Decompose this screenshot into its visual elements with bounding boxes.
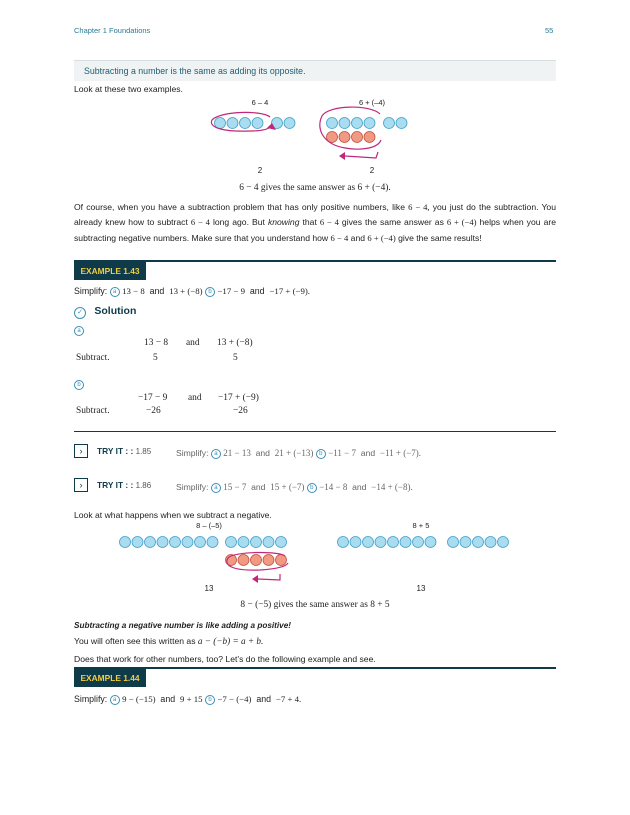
solution-a-result1: 5	[153, 353, 158, 363]
blue-counter	[327, 118, 338, 129]
check-icon: ✓	[74, 307, 86, 319]
blue-counter	[276, 537, 287, 548]
key-idea-text: Subtracting a number is the same as adding its opposite.	[84, 66, 306, 76]
solution-heading: ✓ Solution	[74, 305, 136, 319]
key-idea-box	[74, 60, 556, 81]
solution-b-and: and	[188, 393, 202, 403]
blue-counter	[251, 537, 262, 548]
blue-counter	[284, 118, 295, 129]
arrow-head	[339, 152, 345, 160]
example-divider	[74, 667, 556, 669]
blue-counter	[240, 118, 251, 129]
blue-counter	[460, 537, 471, 548]
arrow-tail	[258, 574, 280, 580]
blue-counter	[396, 118, 407, 129]
blue-counter	[413, 537, 424, 548]
counters-figure-2	[110, 518, 550, 596]
red-counter	[352, 132, 363, 143]
solution-a-and: and	[186, 338, 200, 348]
question-text: Does that work for other numbers, too? Let’s do the following example and see.	[74, 654, 376, 664]
blue-counter	[145, 537, 156, 548]
counters-figure-1	[200, 92, 430, 178]
tip-text: Subtracting a negative number is like adding a positive!	[74, 621, 292, 630]
part-a-marker: a	[110, 287, 120, 297]
fig2-right-result: 13	[416, 584, 426, 593]
blue-counter	[227, 118, 238, 129]
blue-counter	[350, 537, 361, 548]
solution-a-result2: 5	[233, 353, 238, 363]
page-number: 55	[545, 26, 554, 35]
blue-counter	[498, 537, 509, 548]
red-counter	[263, 555, 274, 566]
solution-b-expr2: −17 + (−9)	[218, 393, 259, 403]
solution-a-expr2: 13 + (−8)	[217, 338, 253, 348]
blue-counter	[425, 537, 436, 548]
solution-b-step: Subtract.	[76, 406, 110, 416]
blue-counter	[252, 118, 263, 129]
fig1-right-result: 2	[369, 166, 375, 175]
solution-a-expr1: 13 − 8	[144, 338, 169, 348]
red-counter	[238, 555, 249, 566]
fig2-caption: 8 − (−5) gives the same answer as 8 + 5	[240, 600, 390, 610]
blue-counter	[473, 537, 484, 548]
blue-counter	[207, 537, 218, 548]
example-label: EXAMPLE 1.44	[74, 669, 146, 687]
explanation-paragraph: Of course, when you have a subtraction problem that has only positive numbers, like 6 − 4, you just do the subtraction. You already knew how to subtract 6 − 4 long ago. But knowing that 6 − 4 gives the same answer as 6 + (−4) helps when you are subtracting negative numbers. Make sure that you understand how 6 − 4 and 6 + (−4) give the same results!	[74, 202, 556, 243]
chapter-title: Chapter 1 Foundations	[74, 26, 151, 35]
blue-counter	[120, 537, 131, 548]
try-it-divider	[74, 431, 556, 432]
blue-counter	[485, 537, 496, 548]
fig1-right-label: 6 + (–4)	[358, 98, 386, 107]
blue-counter	[400, 537, 411, 548]
fig1-left-result: 2	[257, 166, 263, 175]
try-it-label: TRY IT : : 1.85	[97, 446, 152, 456]
solution-part-a-marker: a	[74, 326, 84, 336]
part-b-marker: b	[205, 287, 215, 297]
chevron-right-icon[interactable]: ›	[74, 444, 88, 458]
red-counter	[276, 555, 287, 566]
fig2-right-label: 8 + 5	[412, 521, 430, 530]
blue-counter	[195, 537, 206, 548]
example-problem: Simplify: a 9 − (−15) and 9 + 15 b −7 − (−4) and −7 + 4.	[74, 694, 302, 704]
blue-counter	[226, 537, 237, 548]
solution-b-result2: −26	[233, 406, 248, 416]
fig2-left-label: 8 – (–5)	[196, 521, 222, 530]
blue-counter	[238, 537, 249, 548]
chevron-right-icon[interactable]: ›	[74, 478, 88, 492]
intro-text: Look at these two examples.	[74, 84, 183, 94]
red-counter	[364, 132, 375, 143]
arrow-head	[252, 575, 258, 583]
blue-counter	[384, 118, 395, 129]
blue-counter	[448, 537, 459, 548]
blue-counter	[263, 537, 274, 548]
try-it-label: TRY IT : : 1.86	[97, 480, 152, 490]
written-text: You will often see this written as a − (−b) = a + b.	[74, 636, 264, 646]
blue-counter	[157, 537, 168, 548]
solution-b-result1: −26	[146, 406, 161, 416]
example-label: EXAMPLE 1.43	[74, 262, 146, 280]
red-counter	[339, 132, 350, 143]
blue-counter	[170, 537, 181, 548]
blue-counter	[388, 537, 399, 548]
solution-a-step: Subtract.	[76, 353, 110, 363]
intro-text-2: Look at what happens when we subtract a negative.	[74, 510, 272, 520]
blue-counter	[182, 537, 193, 548]
blue-counter	[352, 118, 363, 129]
fig2-left-result: 13	[204, 584, 214, 593]
solution-part-b-marker: b	[74, 380, 84, 390]
solution-b-expr1: −17 − 9	[138, 393, 168, 403]
try-it-problem: Simplify: a 15 − 7 and 15 + (−7) b −14 − 8 and −14 + (−8).	[176, 482, 413, 492]
blue-counter	[338, 537, 349, 548]
example-divider	[74, 260, 556, 262]
blue-counter	[132, 537, 143, 548]
blue-counter	[339, 118, 350, 129]
fig1-caption: 6 − 4 gives the same answer as 6 + (−4).	[239, 183, 391, 193]
fig1-left-label: 6 – 4	[251, 98, 269, 107]
blue-counter	[364, 118, 375, 129]
try-it-problem: Simplify: a 21 − 13 and 21 + (−13) b −11 − 7 and −11 + (−7).	[176, 448, 422, 458]
arrow-tail	[345, 152, 378, 158]
blue-counter	[363, 537, 374, 548]
red-counter	[251, 555, 262, 566]
example-problem: Simplify: a 13 − 8 and 13 + (−8) b −17 − 9 and −17 + (−9).	[74, 286, 311, 296]
blue-counter	[375, 537, 386, 548]
